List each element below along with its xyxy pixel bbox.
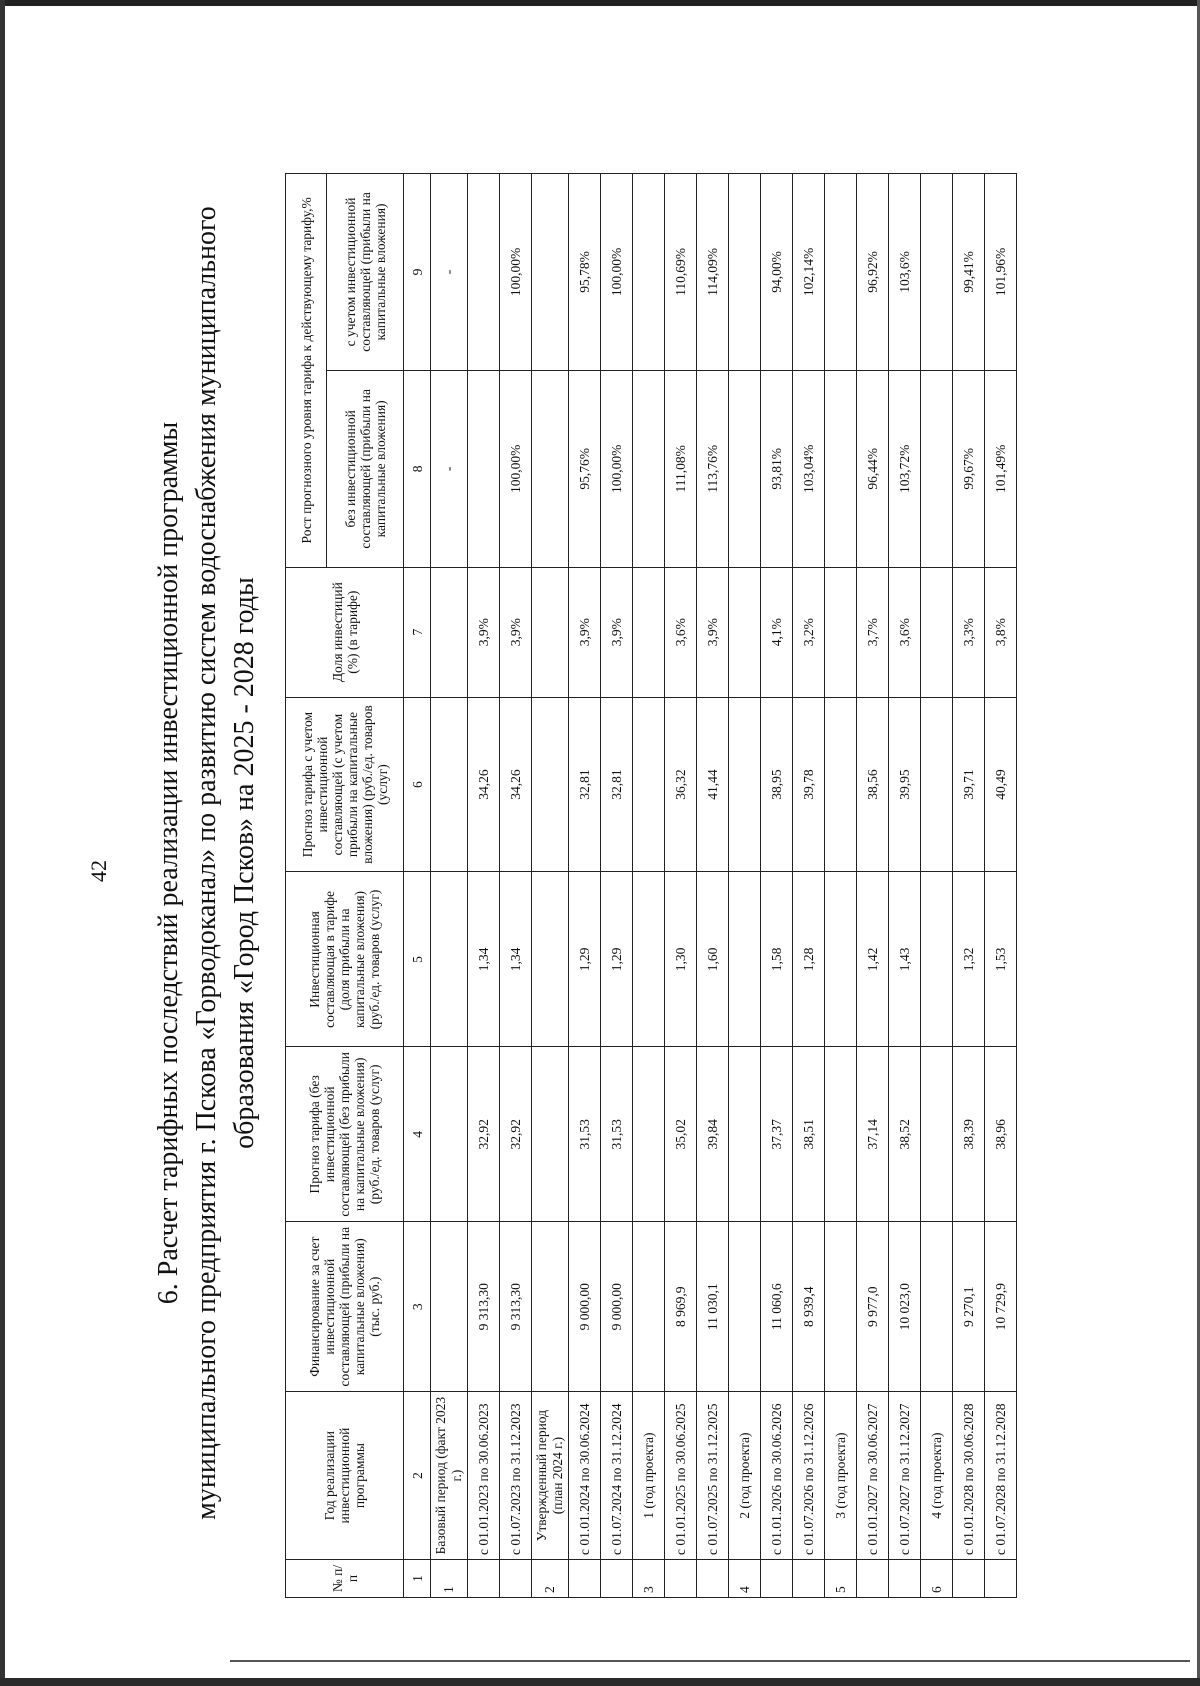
row-tariff-without: 38,39 xyxy=(953,1047,985,1222)
row-growth-with xyxy=(921,174,953,371)
row-inv-component xyxy=(921,872,953,1047)
row-number xyxy=(665,1560,697,1598)
row-financing: 9 000,00 xyxy=(601,1222,633,1392)
row-growth-without: - xyxy=(431,370,468,567)
row-period: с 01.07.2023 по 31.12.2023 xyxy=(500,1392,532,1560)
col-number: 5 xyxy=(404,872,431,1047)
table-row xyxy=(532,174,569,1598)
row-growth-with: 100,00% xyxy=(601,174,633,371)
row-tariff-with: 34,26 xyxy=(468,697,500,872)
row-share xyxy=(729,567,761,697)
row-period: 2 (год проекта) xyxy=(729,1392,761,1560)
row-period: с 01.01.2027 по 30.06.2027 xyxy=(857,1392,889,1560)
table-row xyxy=(633,174,665,1598)
row-number: 4 xyxy=(729,1560,761,1598)
row-tariff-with xyxy=(633,697,665,872)
table-row xyxy=(889,174,921,1598)
table-row xyxy=(857,174,889,1598)
table-body xyxy=(431,174,1017,1598)
row-share xyxy=(921,567,953,697)
tariff-consequences-table xyxy=(285,173,1017,1598)
row-inv-component: 1,28 xyxy=(793,872,825,1047)
row-tariff-without: 37,37 xyxy=(761,1047,793,1222)
row-tariff-with: 34,26 xyxy=(500,697,532,872)
row-period: с 01.07.2024 по 31.12.2024 xyxy=(601,1392,633,1560)
row-growth-without xyxy=(468,370,500,567)
row-financing: 9 313,30 xyxy=(500,1222,532,1392)
row-number xyxy=(985,1560,1017,1598)
header-tariff-with: Прогноз тарифа с учетом инвестиционной составляющей (с учетом прибыли на капитальные вложения) (руб./ед. товаров (услуг) xyxy=(286,697,404,872)
title-line-2: муниципального предприятия г. Пскова «Горводоканал» по развитию систем водоснабжения муниципального xyxy=(191,206,222,1520)
row-share: 3,6% xyxy=(665,567,697,697)
row-tariff-without: 35,02 xyxy=(665,1047,697,1222)
scan-edge-bottom xyxy=(0,1678,1200,1686)
row-growth-without: 100,00% xyxy=(500,370,532,567)
title-line-1: 6. Расчет тарифных последствий реализации инвестиционной программы xyxy=(153,421,184,1305)
table-row xyxy=(431,174,468,1598)
row-tariff-with: 41,44 xyxy=(697,697,729,872)
row-tariff-with: 32,81 xyxy=(569,697,601,872)
row-tariff-without: 32,92 xyxy=(500,1047,532,1222)
row-share xyxy=(431,567,468,697)
col-number: 8 xyxy=(404,370,431,567)
row-financing: 9 313,30 xyxy=(468,1222,500,1392)
row-growth-with: 101,96% xyxy=(985,174,1017,371)
row-tariff-without: 31,53 xyxy=(569,1047,601,1222)
row-financing: 8 969,9 xyxy=(665,1222,697,1392)
row-growth-without: 103,04% xyxy=(793,370,825,567)
row-inv-component: 1,58 xyxy=(761,872,793,1047)
row-tariff-without: 38,52 xyxy=(889,1047,921,1222)
row-growth-with: 94,00% xyxy=(761,174,793,371)
row-number xyxy=(953,1560,985,1598)
table-row xyxy=(921,174,953,1598)
row-growth-with: 100,00% xyxy=(500,174,532,371)
row-number: 1 xyxy=(431,1560,468,1598)
row-period: с 01.01.2023 по 30.06.2023 xyxy=(468,1392,500,1560)
row-inv-component xyxy=(532,872,569,1047)
row-financing: 11 060,6 xyxy=(761,1222,793,1392)
row-tariff-without: 31,53 xyxy=(601,1047,633,1222)
row-growth-with: 96,92% xyxy=(857,174,889,371)
scan-edge-top xyxy=(0,0,1200,6)
row-tariff-with: 39,78 xyxy=(793,697,825,872)
table-row xyxy=(761,174,793,1598)
col-number: 7 xyxy=(404,567,431,697)
row-period: 4 (год проекта) xyxy=(921,1392,953,1560)
col-number: 3 xyxy=(404,1222,431,1392)
row-number xyxy=(601,1560,633,1598)
row-tariff-with: 38,56 xyxy=(857,697,889,872)
row-growth-without: 96,44% xyxy=(857,370,889,567)
row-period: с 01.07.2025 по 31.12.2025 xyxy=(697,1392,729,1560)
row-financing: 8 939,4 xyxy=(793,1222,825,1392)
header-tariff-without: Прогноз тарифа (без инвестиционной составляющей (без прибыли на капитальные вложения) (руб./ед. товаров (услуг) xyxy=(286,1047,404,1222)
row-growth-with: - xyxy=(431,174,468,371)
row-inv-component: 1,29 xyxy=(601,872,633,1047)
table-row xyxy=(953,174,985,1598)
row-growth-without xyxy=(729,370,761,567)
row-share xyxy=(825,567,857,697)
column-number-row xyxy=(404,174,431,1598)
header-growth-with: с учетом инвестиционной составляющей (прибыли на капитальные вложения) xyxy=(327,174,404,371)
row-growth-without xyxy=(825,370,857,567)
row-tariff-without: 37,14 xyxy=(857,1047,889,1222)
row-growth-with: 103,6% xyxy=(889,174,921,371)
row-share: 3,9% xyxy=(601,567,633,697)
row-tariff-with xyxy=(729,697,761,872)
row-period: с 01.01.2024 по 30.06.2024 xyxy=(569,1392,601,1560)
table-row xyxy=(729,174,761,1598)
header-financing: Финансирование за счет инвестиционной составляющей (прибыли на капитальные вложения) (тыс. руб.) xyxy=(286,1222,404,1392)
row-financing: 9 977,0 xyxy=(857,1222,889,1392)
row-share: 3,9% xyxy=(500,567,532,697)
row-period: с 01.07.2027 по 31.12.2027 xyxy=(889,1392,921,1560)
row-tariff-without xyxy=(532,1047,569,1222)
row-number: 5 xyxy=(825,1560,857,1598)
row-period: Утвержденный период (план 2024 г.) xyxy=(532,1392,569,1560)
row-inv-component: 1,42 xyxy=(857,872,889,1047)
row-growth-without: 95,76% xyxy=(569,370,601,567)
table-row xyxy=(601,174,633,1598)
row-tariff-with: 36,32 xyxy=(665,697,697,872)
row-financing: 9 000,00 xyxy=(569,1222,601,1392)
row-growth-without: 103,72% xyxy=(889,370,921,567)
col-number: 1 xyxy=(404,1560,431,1598)
row-growth-without: 111,08% xyxy=(665,370,697,567)
row-tariff-with: 39,71 xyxy=(953,697,985,872)
row-period: с 01.07.2028 по 31.12.2028 xyxy=(985,1392,1017,1560)
row-growth-with: 110,69% xyxy=(665,174,697,371)
row-share xyxy=(633,567,665,697)
row-inv-component xyxy=(825,872,857,1047)
header-growth-without: без инвестиционной составляющей (прибыли на капитальные вложения) xyxy=(327,370,404,567)
table-row xyxy=(665,174,697,1598)
row-number xyxy=(857,1560,889,1598)
row-financing xyxy=(825,1222,857,1392)
col-number: 9 xyxy=(404,174,431,371)
row-share: 3,9% xyxy=(569,567,601,697)
row-share: 3,7% xyxy=(857,567,889,697)
row-tariff-with: 39,95 xyxy=(889,697,921,872)
row-growth-without xyxy=(921,370,953,567)
row-tariff-without xyxy=(633,1047,665,1222)
row-growth-without: 113,76% xyxy=(697,370,729,567)
row-number xyxy=(500,1560,532,1598)
row-tariff-with xyxy=(825,697,857,872)
row-tariff-without: 39,84 xyxy=(697,1047,729,1222)
row-growth-with: 95,78% xyxy=(569,174,601,371)
document-title xyxy=(150,173,264,1553)
row-tariff-with xyxy=(921,697,953,872)
row-share: 3,6% xyxy=(889,567,921,697)
row-tariff-without: 38,51 xyxy=(793,1047,825,1222)
row-tariff-without xyxy=(431,1047,468,1222)
header-num: № п/п xyxy=(286,1560,404,1598)
row-tariff-without: 32,92 xyxy=(468,1047,500,1222)
row-inv-component: 1,34 xyxy=(500,872,532,1047)
row-share: 3,9% xyxy=(468,567,500,697)
col-number: 6 xyxy=(404,697,431,872)
row-financing: 10 023,0 xyxy=(889,1222,921,1392)
row-growth-with: 102,14% xyxy=(793,174,825,371)
table-row xyxy=(468,174,500,1598)
title-line-3: образования «Город Псков» на 2025 - 2028 годы xyxy=(229,577,260,1149)
row-period: 3 (год проекта) xyxy=(825,1392,857,1560)
row-growth-with xyxy=(468,174,500,371)
row-growth-with: 114,09% xyxy=(697,174,729,371)
row-share: 3,8% xyxy=(985,567,1017,697)
row-share: 4,1% xyxy=(761,567,793,697)
row-tariff-with xyxy=(532,697,569,872)
row-inv-component xyxy=(633,872,665,1047)
row-tariff-with xyxy=(431,697,468,872)
row-share: 3,9% xyxy=(697,567,729,697)
row-financing: 11 030,1 xyxy=(697,1222,729,1392)
row-inv-component: 1,32 xyxy=(953,872,985,1047)
row-financing xyxy=(921,1222,953,1392)
row-period: 1 (год проекта) xyxy=(633,1392,665,1560)
table-row xyxy=(500,174,532,1598)
header-share: Доля инвестиций (%) (в тарифе) xyxy=(286,567,404,697)
header-inv-component: Инвестиционная составляющая в тарифе (доля прибыли на капитальные вложения) (руб./ед. товаров (услуг) xyxy=(286,872,404,1047)
row-inv-component: 1,30 xyxy=(665,872,697,1047)
row-financing: 9 270,1 xyxy=(953,1222,985,1392)
scan-edge-left xyxy=(0,0,5,1686)
row-growth-without: 99,67% xyxy=(953,370,985,567)
row-period: Базовый период (факт 2023 г.) xyxy=(431,1392,468,1560)
row-growth-with xyxy=(532,174,569,371)
row-number xyxy=(697,1560,729,1598)
row-tariff-without: 38,96 xyxy=(985,1047,1017,1222)
row-financing xyxy=(532,1222,569,1392)
row-growth-without: 93,81% xyxy=(761,370,793,567)
row-tariff-with: 32,81 xyxy=(601,697,633,872)
col-number: 2 xyxy=(404,1392,431,1560)
header-year: Год реализации инвестиционной программы xyxy=(286,1392,404,1560)
row-growth-with xyxy=(729,174,761,371)
row-number: 6 xyxy=(921,1560,953,1598)
row-number: 2 xyxy=(532,1560,569,1598)
table-row xyxy=(569,174,601,1598)
scan-artifact-line xyxy=(230,1660,1190,1662)
row-number xyxy=(793,1560,825,1598)
row-number xyxy=(761,1560,793,1598)
row-tariff-without xyxy=(729,1047,761,1222)
row-number xyxy=(468,1560,500,1598)
row-tariff-without xyxy=(921,1047,953,1222)
row-growth-without xyxy=(532,370,569,567)
row-number xyxy=(889,1560,921,1598)
row-period: с 01.01.2026 по 30.06.2026 xyxy=(761,1392,793,1560)
row-tariff-with: 38,95 xyxy=(761,697,793,872)
row-number xyxy=(569,1560,601,1598)
row-growth-with: 99,41% xyxy=(953,174,985,371)
row-inv-component: 1,43 xyxy=(889,872,921,1047)
row-inv-component xyxy=(729,872,761,1047)
row-share: 3,2% xyxy=(793,567,825,697)
row-growth-without xyxy=(633,370,665,567)
row-period: с 01.01.2028 по 30.06.2028 xyxy=(953,1392,985,1560)
row-inv-component: 1,60 xyxy=(697,872,729,1047)
row-share xyxy=(532,567,569,697)
page-number: 42 xyxy=(86,860,111,882)
row-financing xyxy=(431,1222,468,1392)
row-growth-without: 100,00% xyxy=(601,370,633,567)
row-growth-with xyxy=(633,174,665,371)
header-growth-group: Рост прогнозного уровня тарифа к действующему тарифу,% xyxy=(286,174,327,568)
row-tariff-without xyxy=(825,1047,857,1222)
table-row xyxy=(793,174,825,1598)
table-row xyxy=(985,174,1017,1598)
rotated-document-page xyxy=(20,53,1180,1633)
row-tariff-with: 40,49 xyxy=(985,697,1017,872)
col-number: 4 xyxy=(404,1047,431,1222)
row-inv-component xyxy=(431,872,468,1047)
row-financing xyxy=(729,1222,761,1392)
row-financing xyxy=(633,1222,665,1392)
row-inv-component: 1,29 xyxy=(569,872,601,1047)
row-number: 3 xyxy=(633,1560,665,1598)
row-period: с 01.01.2025 по 30.06.2025 xyxy=(665,1392,697,1560)
table-row xyxy=(697,174,729,1598)
row-inv-component: 1,53 xyxy=(985,872,1017,1047)
row-growth-with xyxy=(825,174,857,371)
row-share: 3,3% xyxy=(953,567,985,697)
row-period: с 01.07.2026 по 31.12.2026 xyxy=(793,1392,825,1560)
row-inv-component: 1,34 xyxy=(468,872,500,1047)
table-row xyxy=(825,174,857,1598)
row-financing: 10 729,9 xyxy=(985,1222,1017,1392)
row-growth-without: 101,49% xyxy=(985,370,1017,567)
